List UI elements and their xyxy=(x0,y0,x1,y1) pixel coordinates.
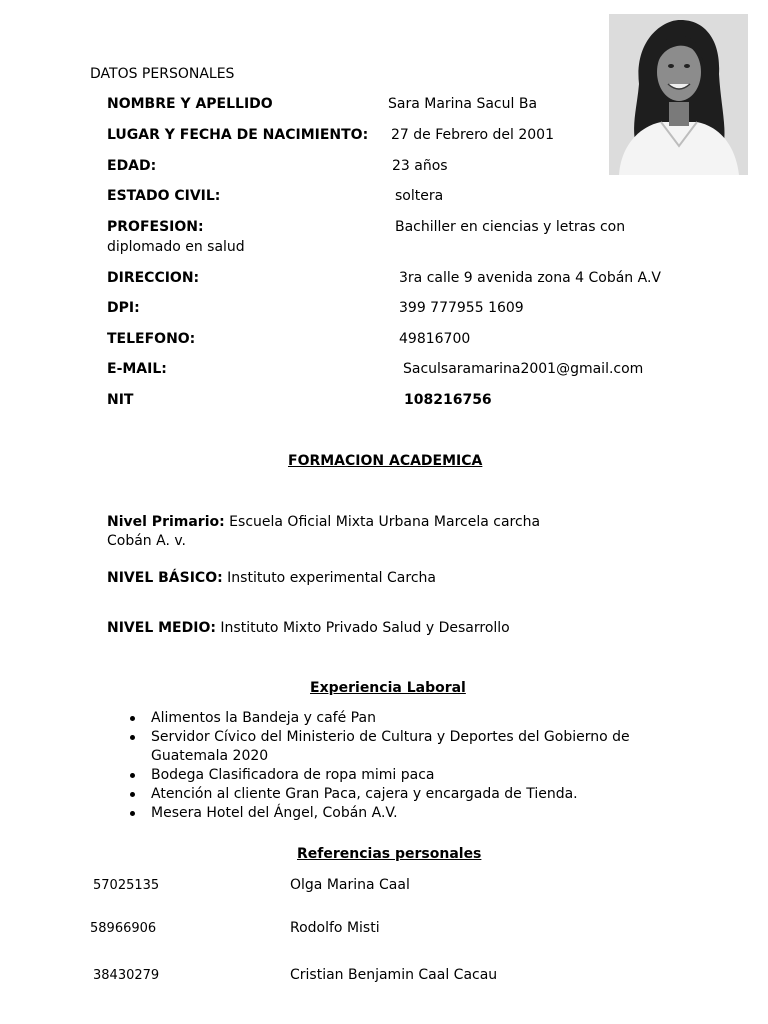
reference-name-2: Rodolfo Misti xyxy=(290,920,380,936)
bullet-icon xyxy=(130,716,135,721)
reference-phone-2: 58966906 xyxy=(90,921,157,936)
portrait-image xyxy=(609,14,748,175)
experience-heading: Experiencia Laboral xyxy=(310,680,466,696)
bullet-icon xyxy=(130,773,135,778)
value-profesion-cont: diplomado en salud xyxy=(107,239,245,255)
personal-heading: DATOS PERSONALES xyxy=(90,66,235,82)
value-nacimiento: 27 de Febrero del 2001 xyxy=(391,127,554,143)
value-estado-civil: soltera xyxy=(395,188,444,204)
bullet-icon xyxy=(130,735,135,740)
label-profesion: PROFESION: xyxy=(107,219,204,235)
academic-medio-label: NIVEL MEDIO: xyxy=(107,620,216,636)
bullet-icon xyxy=(130,811,135,816)
list-item: Atención al cliente Gran Paca, cajera y encargada de Tienda. xyxy=(127,785,630,804)
value-profesion: Bachiller en ciencias y letras con xyxy=(395,219,626,235)
academic-primario-label: Nivel Primario: xyxy=(107,514,225,530)
profile-photo xyxy=(609,14,748,175)
academic-primario-cont: Cobán A. v. xyxy=(107,533,187,549)
academic-heading: FORMACION ACADEMICA xyxy=(288,453,483,469)
list-item: Servidor Cívico del Ministerio de Cultura y Deportes del Gobierno de xyxy=(127,728,630,747)
reference-name-1: Olga Marina Caal xyxy=(290,877,410,893)
academic-basico xyxy=(107,570,436,586)
value-edad: 23 años xyxy=(392,158,448,174)
label-direccion: DIRECCION: xyxy=(107,270,200,286)
reference-phone-1: 57025135 xyxy=(93,878,160,893)
value-email: Saculsaramarina2001@gmail.com xyxy=(403,361,644,377)
value-telefono: 49816700 xyxy=(399,331,471,347)
academic-primario-value: Escuela Oficial Mixta Urbana Marcela carcha xyxy=(224,514,541,530)
label-nacimiento: LUGAR Y FECHA DE NACIMIENTO: xyxy=(107,127,369,143)
academic-medio-value: Instituto Mixto Privado Salud y Desarrollo xyxy=(215,620,510,636)
bullet-icon xyxy=(130,792,135,797)
reference-name-3: Cristian Benjamin Caal Cacau xyxy=(290,967,498,983)
label-email: E-MAIL: xyxy=(107,361,167,377)
academic-basico-label: NIVEL BÁSICO: xyxy=(107,570,223,586)
value-direccion: 3ra calle 9 avenida zona 4 Cobán A.V xyxy=(399,270,661,286)
value-nit: 108216756 xyxy=(404,392,492,408)
value-nombre: Sara Marina Sacul Ba xyxy=(388,96,538,112)
label-nombre: NOMBRE Y APELLIDO xyxy=(107,96,273,112)
academic-primario xyxy=(107,514,540,530)
list-item: Alimentos la Bandeja y café Pan xyxy=(127,709,630,728)
references-heading: Referencias personales xyxy=(297,846,482,862)
list-item-continuation: Guatemala 2020 xyxy=(151,748,269,764)
experience-list xyxy=(127,709,630,823)
list-item: Mesera Hotel del Ángel, Cobán A.V. xyxy=(127,804,630,823)
value-dpi: 399 777955 1609 xyxy=(399,300,524,316)
label-edad: EDAD: xyxy=(107,158,157,174)
label-dpi: DPI: xyxy=(107,300,140,316)
academic-medio xyxy=(107,620,510,636)
label-telefono: TELEFONO: xyxy=(107,331,196,347)
reference-phone-3: 38430279 xyxy=(93,968,160,983)
academic-basico-value: Instituto experimental Carcha xyxy=(222,570,436,586)
list-item: Bodega Clasificadora de ropa mimi paca xyxy=(127,766,630,785)
label-estado-civil: ESTADO CIVIL: xyxy=(107,188,221,204)
label-nit: NIT xyxy=(107,392,134,408)
